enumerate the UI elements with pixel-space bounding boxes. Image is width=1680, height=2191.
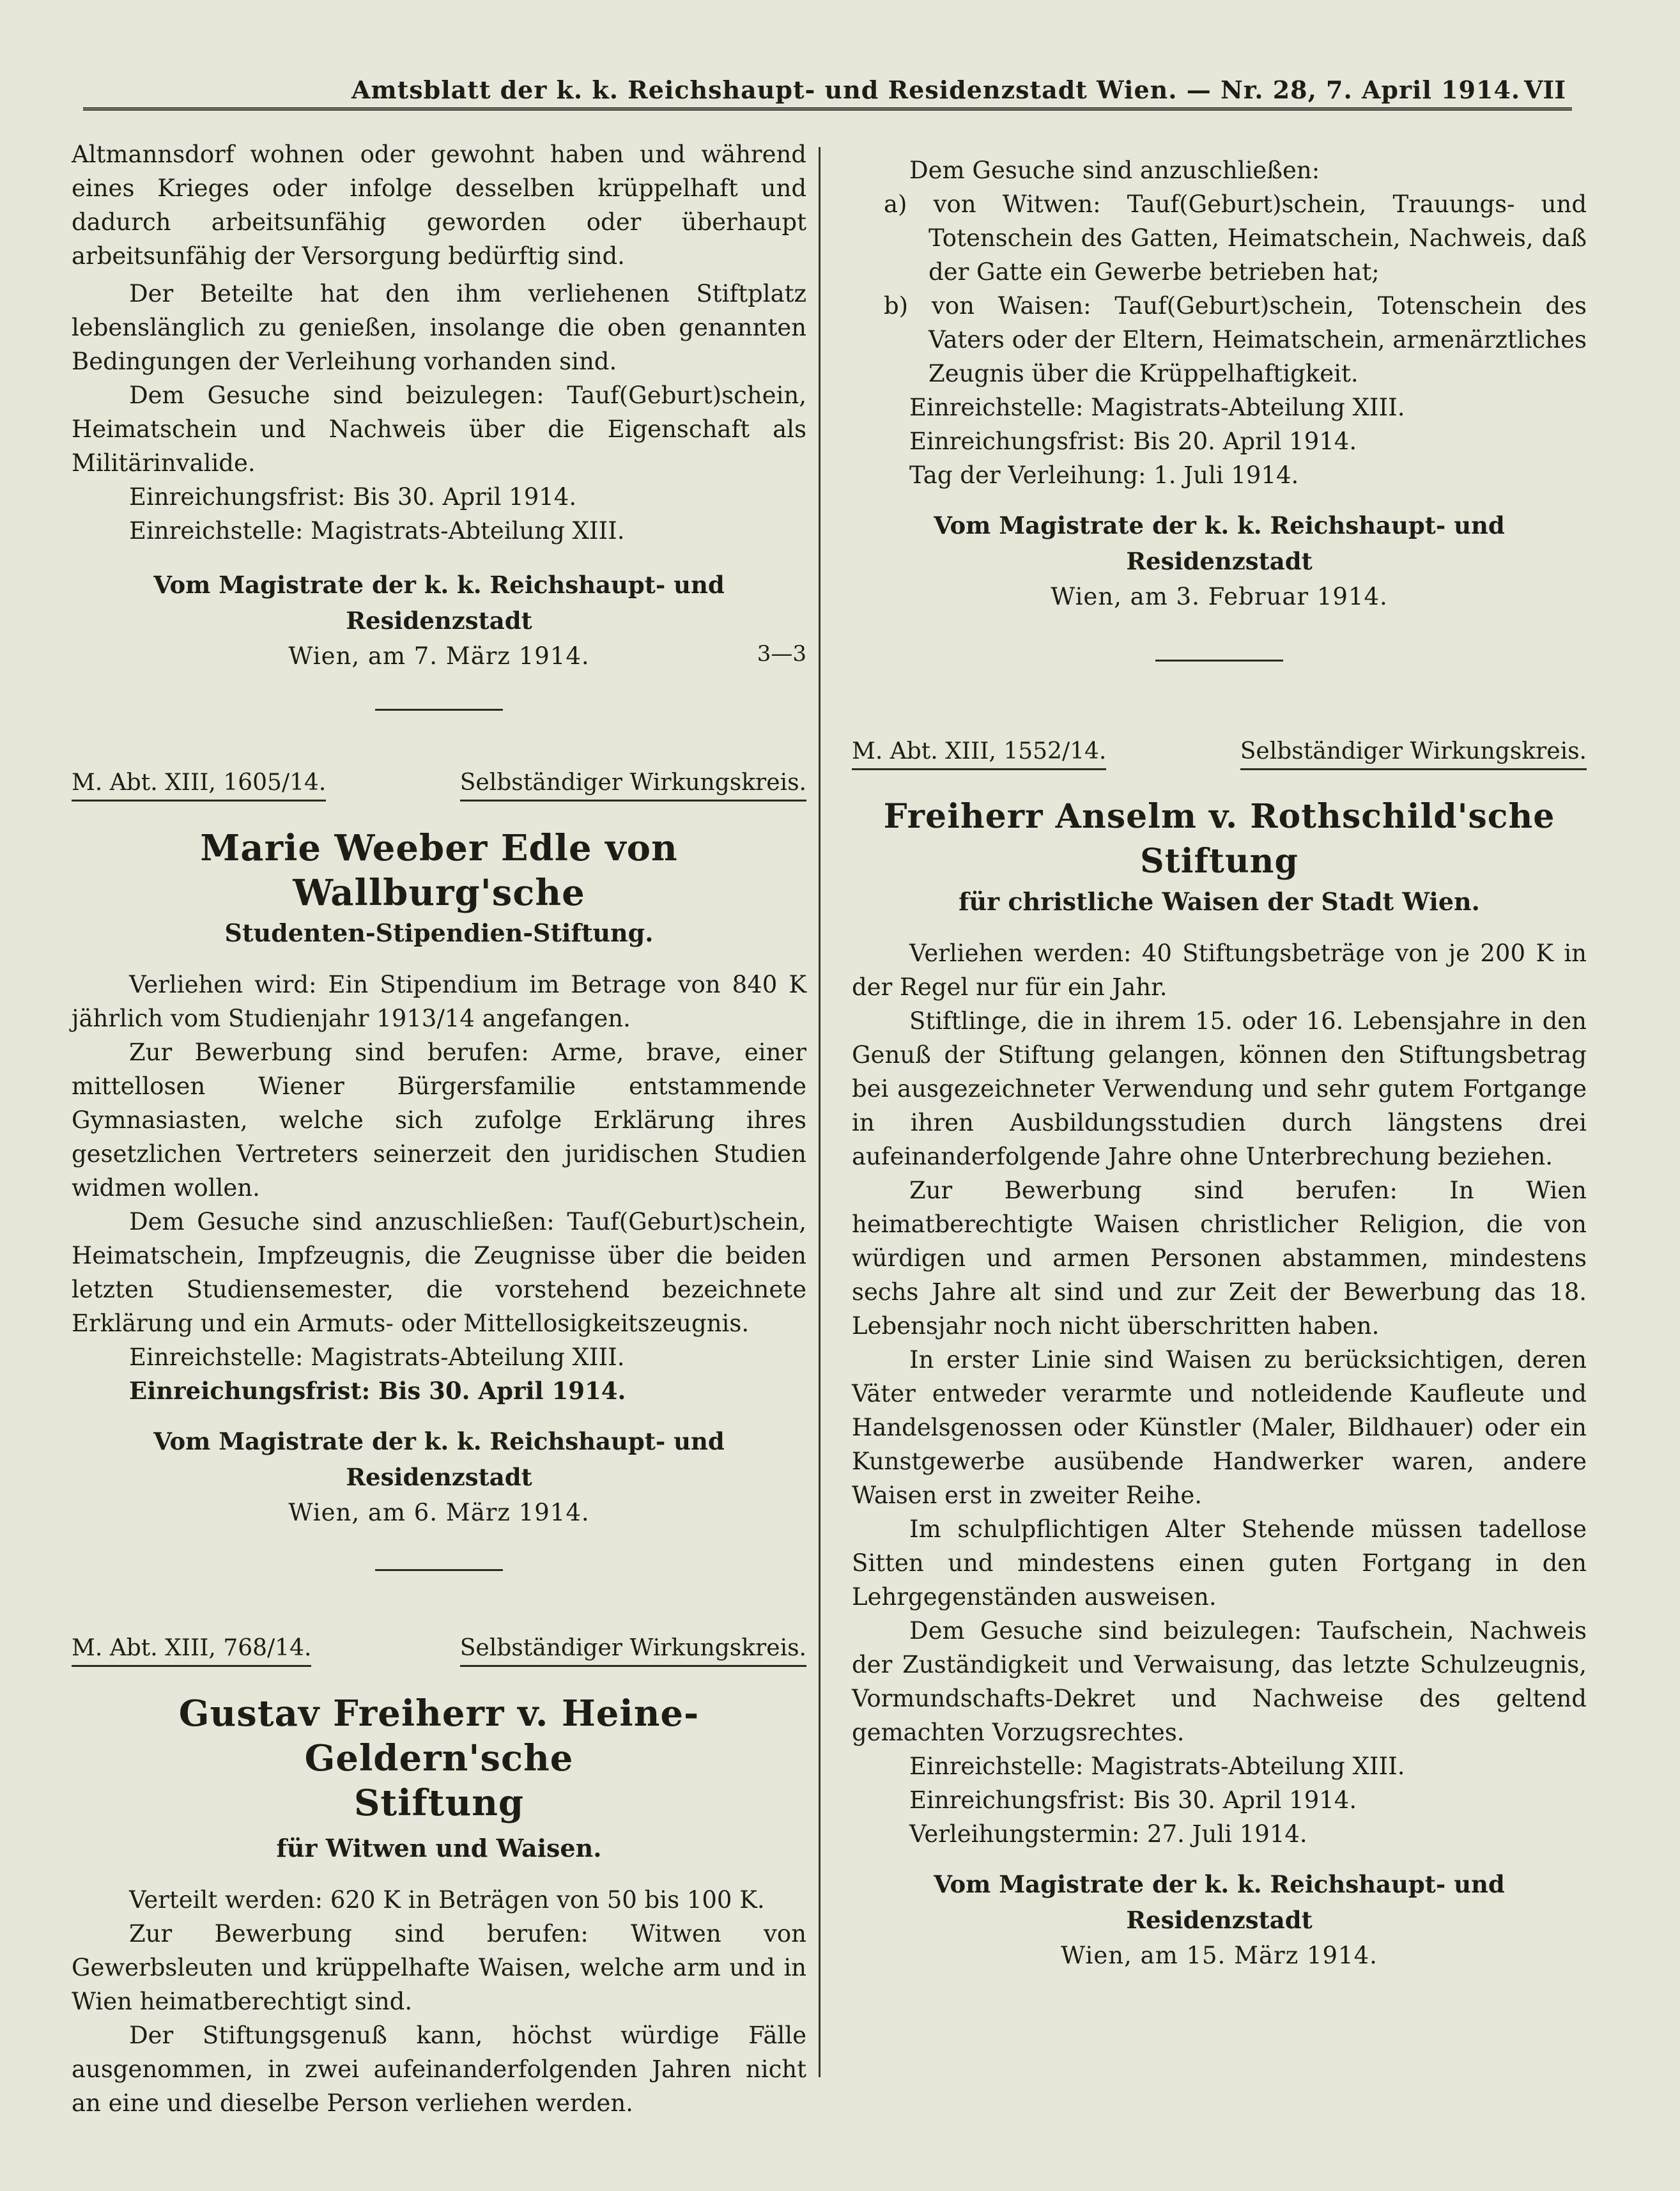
section-header xyxy=(852,738,1587,775)
paragraph: Im schulpflichtigen Alter Stehende müssen tadellose Sitten und mindestens einen guten Fortgang in den Lehrgegenständen ausweisen. xyxy=(852,1515,1587,1611)
department-reference: M. Abt. XIII, 768/14. xyxy=(72,1635,311,1667)
deadline: Einreichungsfrist: Bis 30. April 1914. xyxy=(129,483,577,511)
paragraph: Dem Gesuche sind anzuschließen: Tauf(Geburt)schein, Heimatschein, Impfzeugnis, die Zeugnisse über die beiden letzten Studiensemester, die vorstehend bezeichnete Erklärung und ein Armuts- oder Mittellosigkeitszeugnis. xyxy=(72,1208,806,1337)
place-date: Wien, am 3. Februar 1914. xyxy=(1051,583,1388,610)
department-reference: M. Abt. XIII, 1552/14. xyxy=(852,738,1106,770)
award-date: Verleihungstermin: 27. Juli 1914. xyxy=(909,1820,1307,1848)
paragraph: Zur Bewerbung sind berufen: In Wien heimatberechtigte Waisen christlicher Religion, die von würdigen und armen Personen abstammen, mindestens sechs Jahre alt sind und zur Zeit der Bewerbung das 18. Lebensjahr noch nicht überschritten haben. xyxy=(852,1177,1587,1340)
signature-line: Vom Magistrate der k. k. Reichshaupt- und Residenzstadt xyxy=(153,571,725,635)
paragraph: Zur Bewerbung sind berufen: Witwen von Gewerbsleuten und krüppelhafte Waisen, welche arm und in Wien heimatberechtigt sind. xyxy=(72,1920,806,2015)
submission-office: Einreichstelle: Magistrats-Abteilung XIII. xyxy=(129,517,625,545)
paragraph: Dem Gesuche sind anzuschließen: xyxy=(909,157,1320,184)
section-title-line2: Stiftung xyxy=(353,1782,525,1824)
jurisdiction-label: Selbständiger Wirkungskreis. xyxy=(460,770,806,801)
jurisdiction-label: Selbständiger Wirkungskreis. xyxy=(1240,738,1587,770)
section-subtitle: für Witwen und Waisen. xyxy=(276,1834,602,1862)
paragraph: In erster Linie sind Waisen zu berücksichtigen, deren Väter entweder verarmte und notleidende Kaufleute und Handelsgenossen oder Künstler (Maler, Bildhauer) oder ein Kunstgewerbe ausübende Handwerker waren, andere Waisen erst in zweiter Reihe. xyxy=(852,1346,1587,1509)
deadline: Einreichungsfrist: Bis 30. April 1914. xyxy=(909,1786,1357,1814)
paragraph: Dem Gesuche sind beizulegen: Taufschein, Nachweis der Zuständigkeit und Verwaisung, das letzte Schulzeugnis, Vormundschafts-Dekret und Nachweise des geltend gemachten Vorzugsrechtes. xyxy=(852,1617,1587,1746)
section-header xyxy=(72,1635,806,1672)
signature-line: Vom Magistrate der k. k. Reichshaupt- und Residenzstadt xyxy=(934,1870,1505,1934)
paragraph: Altmannsdorf wohnen oder gewohnt haben und während eines Krieges oder infolge desselben krüppelhaft und dadurch arbeitsunfähig geworden oder überhaupt arbeitsunfähig der Versorgung bedürftig sind. xyxy=(72,141,806,270)
paragraph: Verteilt werden: 620 K in Beträgen von 50 bis 100 K. xyxy=(129,1886,765,1914)
paragraph: Zur Bewerbung sind berufen: Arme, brave, einer mittellosen Wiener Bürgersfamilie entstammende Gymnasiasten, welche sich zufolge Erklärung ihres gesetzlichen Vertreters seinerzeit den juridischen Studien widmen wollen. xyxy=(72,1039,806,1202)
paragraph: Dem Gesuche sind beizulegen: Tauf(Geburt)schein, Heimatschein und Nachweis über die Eigenschaft als Militärinvalide. xyxy=(72,382,806,477)
paragraph: Verliehen werden: 40 Stiftungsbeträge von je 200 K in der Regel nur für ein Jahr. xyxy=(852,940,1587,1001)
submission-office: Einreichstelle: Magistrats-Abteilung XIII. xyxy=(909,1753,1405,1780)
department-reference: M. Abt. XIII, 1605/14. xyxy=(72,770,326,801)
section-header xyxy=(72,770,806,807)
header-title: Amtsblatt der k. k. Reichshaupt- und Residenzstadt Wien. — Nr. 28, 7. April 1914. xyxy=(351,75,1521,104)
deadline: Einreichungsfrist: Bis 20. April 1914. xyxy=(909,428,1357,455)
deadline: Einreichungsfrist: Bis 30. April 1914. xyxy=(129,1377,626,1405)
paragraph: Stiftlinge, die in ihrem 15. oder 16. Lebensjahre in den Genuß der Stiftung gelangen, können den Stiftungsbetrag bei ausgezeichneter Verwendung und sehr gutem Fortgange in ihren Ausbildungsstudien durch längstens drei aufeinanderfolgende Jahre ohne Unterbrechung beziehen. xyxy=(852,1007,1587,1170)
right-column xyxy=(852,153,1587,1974)
header-rule xyxy=(83,107,1572,111)
signature-line: Vom Magistrate der k. k. Reichshaupt- und Residenzstadt xyxy=(153,1427,725,1491)
award-date: Tag der Verleihung: 1. Juli 1914. xyxy=(909,461,1299,489)
left-column xyxy=(72,137,806,2120)
paragraph: Der Stiftungsgenuß kann, höchst würdige Fälle ausgenommen, in zwei aufeinanderfolgenden Jahren nicht an eine und dieselbe Person verliehen werden. xyxy=(72,2022,806,2117)
section-subtitle: Studenten-Stipendien-Stiftung. xyxy=(224,918,654,947)
submission-office: Einreichstelle: Magistrats-Abteilung XIII. xyxy=(129,1343,625,1371)
section-title: Freiherr Anselm v. Rothschild'sche Stiftung xyxy=(883,797,1555,881)
paragraph: Der Beteilte hat den ihm verliehenen Stiftplatz lebenslänglich zu genießen, insolange die oben genannten Bedingungen der Verleihung vorhanden sind. xyxy=(72,280,806,375)
section-title: Gustav Freiherr v. Heine-Geldern'sche xyxy=(178,1692,700,1779)
list-item: b) von Waisen: Tauf(Geburt)schein, Totenschein des Vaters oder der Eltern, Heimatschein, armenärztliches Zeugnis über die Krüppelhaftigkeit. xyxy=(884,292,1587,387)
section-subtitle: für christliche Waisen der Stadt Wien. xyxy=(959,887,1480,916)
place-date: Wien, am 15. März 1914. xyxy=(1061,1942,1378,1969)
paragraph: Verliehen wird: Ein Stipendium im Betrage von 840 K jährlich vom Studienjahr 1913/14 angefangen. xyxy=(72,971,806,1032)
list-item: a) von Witwen: Tauf(Geburt)schein, Trauungs- und Totenschein des Gatten, Heimatschein, Nachweis, daß der Gatte ein Gewerbe betrieben hat; xyxy=(884,190,1587,286)
edition-note: 3—3 xyxy=(757,641,806,667)
place-date: Wien, am 7. März 1914. xyxy=(288,642,590,670)
column-divider xyxy=(819,147,821,2077)
jurisdiction-label: Selbständiger Wirkungskreis. xyxy=(460,1635,806,1667)
submission-office: Einreichstelle: Magistrats-Abteilung XIII. xyxy=(909,394,1405,421)
page-number: VII xyxy=(1523,75,1566,104)
section-title: Marie Weeber Edle von Wallburg'sche xyxy=(200,827,678,914)
signature-line: Vom Magistrate der k. k. Reichshaupt- und Residenzstadt xyxy=(934,511,1505,575)
place-date: Wien, am 6. März 1914. xyxy=(288,1499,590,1526)
